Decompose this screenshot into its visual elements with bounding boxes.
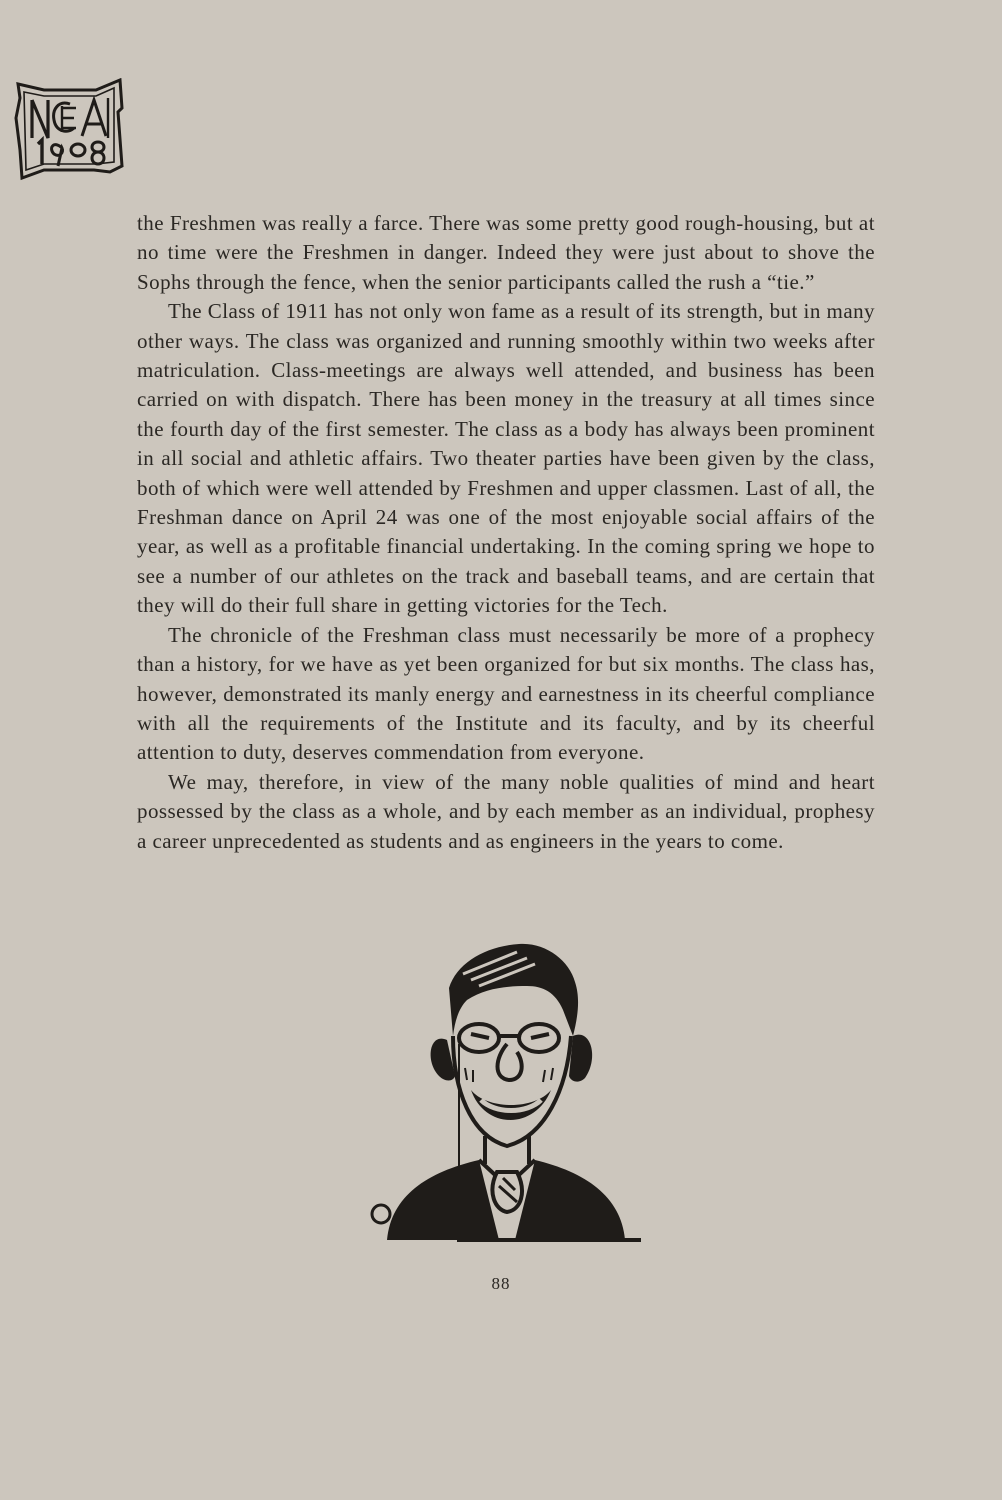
class-logo: [14, 78, 126, 182]
paragraph-2: The Class of 1911 has not only won fame as a result of its strength, but in many other ways. The class was organized and running smoothly within two weeks after matriculation. Class-meetings are always well attended, and business has been carried on with dispatch. There has been money in the treasury at all times since the fourth day of the first semester. The class as a body has always been prominent in all social and athletic affairs. Two theater parties have been given by the class, both of which were well attended by Freshmen and upper classmen. Last of all, the Freshman dance on April 24 was one of the most enjoyable social affairs of the year, as well as a profitable financial undertaking. In the coming spring we hope to see a number of our athletes on the track and baseball teams, and are certain that they will do their full share in getting victories for the Tech.: [137, 299, 875, 618]
paragraph-1: the Freshmen was really a farce. There was some pretty good rough-housing, but at no time were the Freshmen in danger. Indeed they were just about to shove the Sophs through the fence, when the senior participants called the rush a “tie.”: [137, 211, 875, 294]
paragraph-3: The chronicle of the Freshman class must necessarily be more of a prophecy than a history, for we have as yet been organized for but six months. The class has, however, demonstrated its manly energy and earnestness in its cheerful compliance with all the requirements of the Institute and its faculty, and by its cheerful attention to duty, deserves commendation from everyone.: [137, 622, 875, 765]
paragraph-4: We may, therefore, in view of the many noble qualities of mind and heart possessed by the class as a whole, and by each member as an individual, prophesy a career unprecedented as students and as engineers in the years to come.: [137, 769, 875, 853]
body-text: [137, 209, 875, 856]
page-number: 88: [491, 1274, 511, 1293]
caricature-face-icon: [367, 940, 645, 1242]
logo-monogram-icon: [14, 78, 126, 182]
freshman-caricature-illustration: [367, 940, 645, 1242]
